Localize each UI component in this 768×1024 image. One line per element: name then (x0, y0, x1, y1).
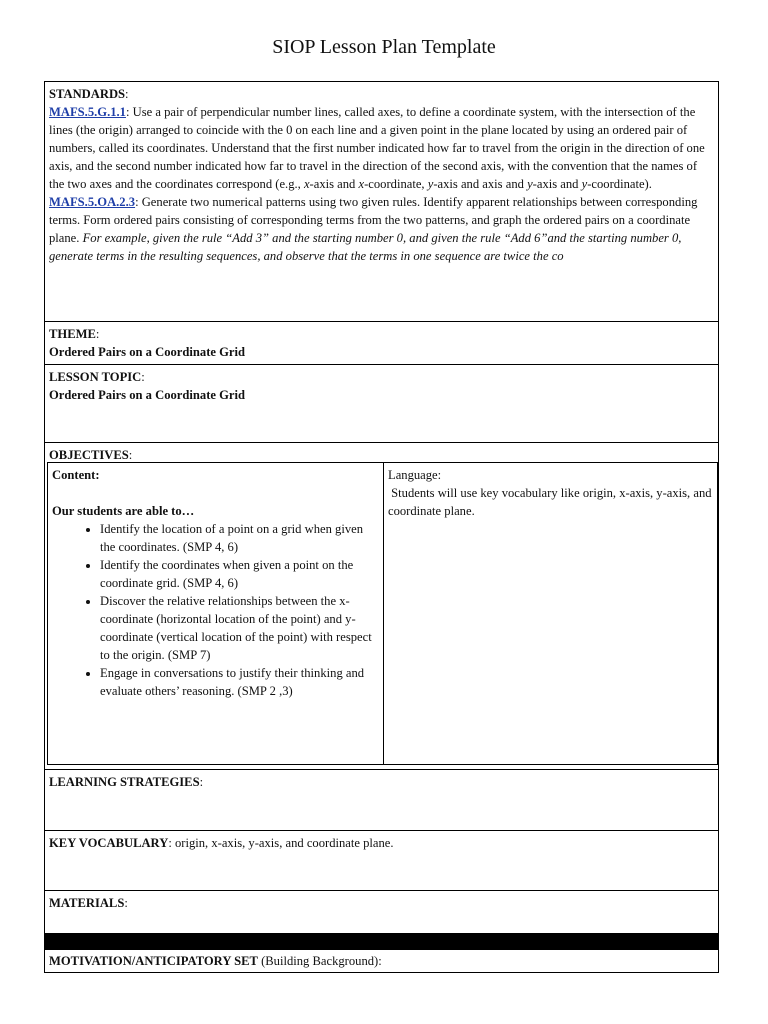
objectives-table (47, 462, 718, 765)
objectives-section: OBJECTIVES: (44, 442, 719, 769)
list-item: • Engage in conversations to justify their thinking and evaluate others’ reasoning. (SMP 2 ,3) (100, 664, 379, 700)
key-vocabulary-heading: KEY VOCABULARY (49, 836, 169, 850)
content-label: Content: (52, 468, 100, 482)
learning-strategies-heading: LEARNING STRATEGIES (49, 775, 200, 789)
section-divider-bar (44, 933, 719, 949)
materials-section: MATERIALS: (44, 890, 719, 933)
lesson-topic-value: Ordered Pairs on a Coordinate Grid (49, 388, 246, 402)
list-item: • Identify the coordinates when given a point on the coordinate grid. (SMP 4, 6) (100, 556, 379, 592)
standard-2-link[interactable]: MAFS.5.OA.2.3 (49, 195, 136, 209)
lesson-topic-heading: LESSON TOPIC (49, 370, 142, 384)
lesson-topic-section: LESSON TOPIC: Ordered Pairs on a Coordinate Grid (44, 364, 719, 442)
theme-heading: THEME (49, 327, 96, 341)
learning-strategies-section: LEARNING STRATEGIES: (44, 769, 719, 830)
theme-section: THEME: Ordered Pairs on a Coordinate Grid (44, 321, 719, 364)
list-item: • Identify the location of a point on a grid when given the coordinates. (SMP 4, 6) (100, 520, 379, 556)
document-title: SIOP Lesson Plan Template (272, 36, 496, 58)
list-item: • Discover the relative relationships between the x-coordinate (horizontal location of the point) and y-coordinate (vertical location of the point) with respect to the origin. (SMP 7) (100, 592, 379, 664)
able-label: Our students are able to… (52, 504, 195, 518)
content-objectives-cell (48, 463, 384, 764)
standard-2: MAFS.5.OA.2.3: Generate two numerical patterns using two given rules. Identify apparent relationships between corresponding terms. Form ordered pairs consisting of corresponding terms from the two patterns, and graph the ordered pairs on a coordinate plane. For example, given the rule “Add 3” and the starting number 0, and given the rule “Add 6”and the starting number 0, generate terms in the resulting sequences, and observe that the terms in one sequence are twice the co (49, 195, 698, 263)
language-objectives-cell (384, 463, 717, 764)
materials-heading: MATERIALS (49, 896, 125, 910)
language-label: Language: (388, 468, 442, 482)
standards-heading: STANDARDS (49, 87, 126, 101)
key-vocabulary-value: : origin, x-axis, y-axis, and coordinate plane. (168, 836, 394, 850)
key-vocabulary-section (44, 830, 719, 890)
objectives-list (52, 520, 379, 700)
standard-1: MAFS.5.G.1.1: Use a pair of perpendicular number lines, called axes, to define a coordinate system, with the intersection of the lines (the origin) arranged to coincide with the 0 on each line and a given point in the plane located by using an ordered pair of numbers, called its coordinates. Understand that the first number indicated how far to travel from the origin in the direction of one axis, and the second number indicated how far to travel in the direction of the second axis, with the convention that the names of the two axes and the coordinates correspond (e.g., x-axis and x-coordinate, y-axis and axis and y-axis and y-coordinate). (49, 105, 705, 191)
motivation-section (44, 949, 719, 973)
language-text: Students will use key vocabulary like origin, x-axis, y-axis, and coordinate plane. (388, 486, 715, 518)
motivation-value: (Building Background): (257, 954, 382, 968)
motivation-heading: MOTIVATION/ANTICIPATORY SET (49, 954, 258, 968)
theme-value: Ordered Pairs on a Coordinate Grid (49, 345, 246, 359)
standard-1-link[interactable]: MAFS.5.G.1.1 (49, 105, 126, 119)
standards-section: STANDARDS: MAFS.5.G.1.1: Use a pair of perpendicular number lines, called axes, to define a coordinate system, with the intersection of the lines (the origin) arranged to coincide with the 0 on each line and a given point in the plane located by using an ordered pair of numbers, called its coordinates. Understand that the first number indicated how far to travel from the origin in the direction of one axis, and the second number indicated how far to travel in the direction of the second axis, with the convention that the names of the two axes and the coordinates correspond (e.g., x-axis and x-coordinate, y-axis and axis and y-axis and y-coordinate). MAFS.5.OA.2.3: Generate two numerical patterns using two given rules. Identify apparent relationships between corresponding terms. Form ordered pairs consisting of corresponding terms from the two patterns, and graph the ordered pairs on a coordinate plane. For example, given the rule “Add 3” and the starting number 0, and given the rule “Add 6”and the starting number 0, generate terms in the resulting sequences, and observe that the terms in one sequence are twice the co (44, 81, 719, 321)
objectives-heading: OBJECTIVES (49, 448, 129, 462)
